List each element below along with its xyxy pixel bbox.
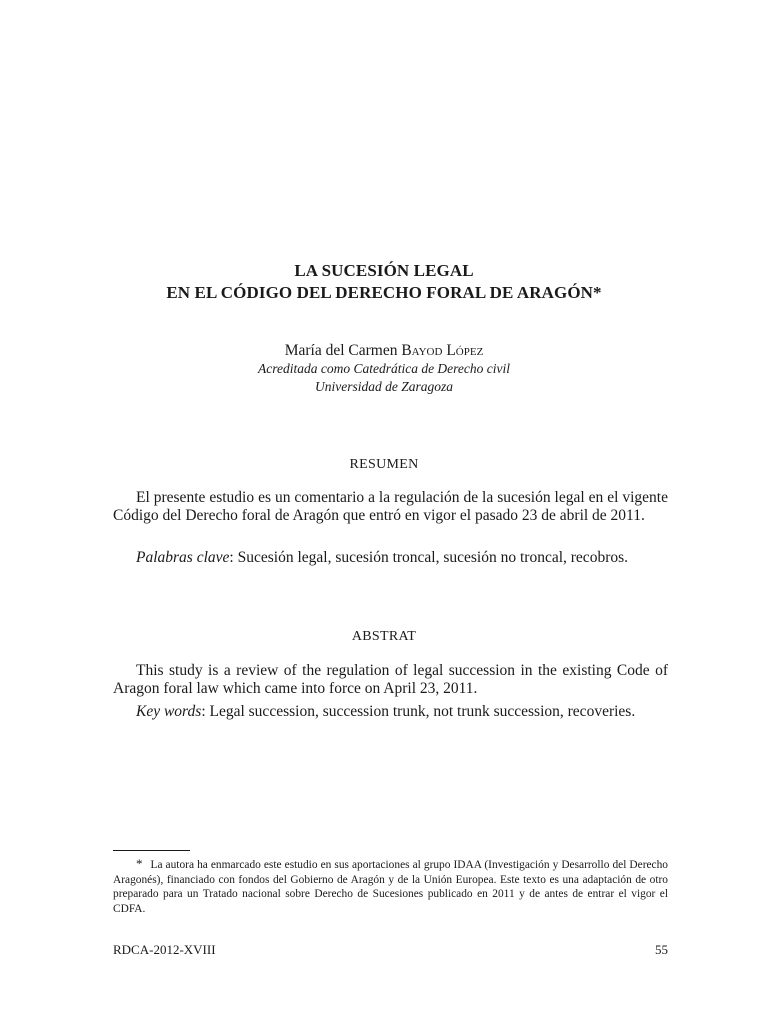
author-name: [0, 341, 768, 360]
resumen-keywords-text: : Sucesión legal, sucesión troncal, sucesión no troncal, recobros.: [229, 549, 629, 566]
resumen-keywords: [113, 549, 668, 567]
author-affiliation-institution: Universidad de Zaragoza: [315, 379, 453, 394]
abstract-heading: ABSTRAT: [351, 629, 417, 644]
author-given-name: María del Carmen: [284, 342, 402, 359]
page-number: 55: [655, 942, 668, 957]
abstract-keywords: [113, 703, 668, 721]
abstract-keywords-text: : Legal succession, succession trunk, not trunk succession, recoveries.: [201, 703, 636, 720]
article-title: [0, 260, 768, 304]
footnote-mark: *: [136, 856, 143, 871]
resumen-heading: RESUMEN: [349, 457, 419, 472]
resumen-body: El presente estudio es un comentario a la regulación de la sucesión legal en el vigente Código del Derecho foral de Aragón que entró en vigor el pasado 23 de abril de 2011.: [113, 489, 668, 524]
author-surname: Bayod López: [401, 342, 484, 359]
abstract-keywords-label: Key words: [136, 703, 202, 720]
abstract-body: This study is a review of the regulation of legal succession in the existing Code of Aragon foral law which came into force on April 23, 2011.: [113, 662, 668, 697]
title-line-1: LA SUCESIÓN LEGAL: [294, 261, 474, 280]
author-affiliation-title: Acreditada como Catedrática de Derecho civil: [257, 361, 511, 376]
title-line-2: EN EL CÓDIGO DEL DERECHO FORAL DE ARAGÓN*: [166, 283, 602, 302]
footnote: [113, 857, 668, 916]
resumen-keywords-label: Palabras clave: [136, 549, 230, 566]
footnote-separator: [113, 850, 190, 851]
footnote-text: La autora ha enmarcado este estudio en sus aportaciones al grupo IDAA (Investigación y Desarrollo del Derecho Aragonés), financiado con fondos del Gobierno de Aragón y de la Unión Europea. Este texto es una adaptación de otro preparado para un Tratado nacional sobre Derecho de Sucesiones publicado en 2011 y de antes de entrar el vigor el CDFA.: [113, 859, 668, 915]
journal-reference: RDCA-2012-XVIII: [113, 942, 216, 957]
